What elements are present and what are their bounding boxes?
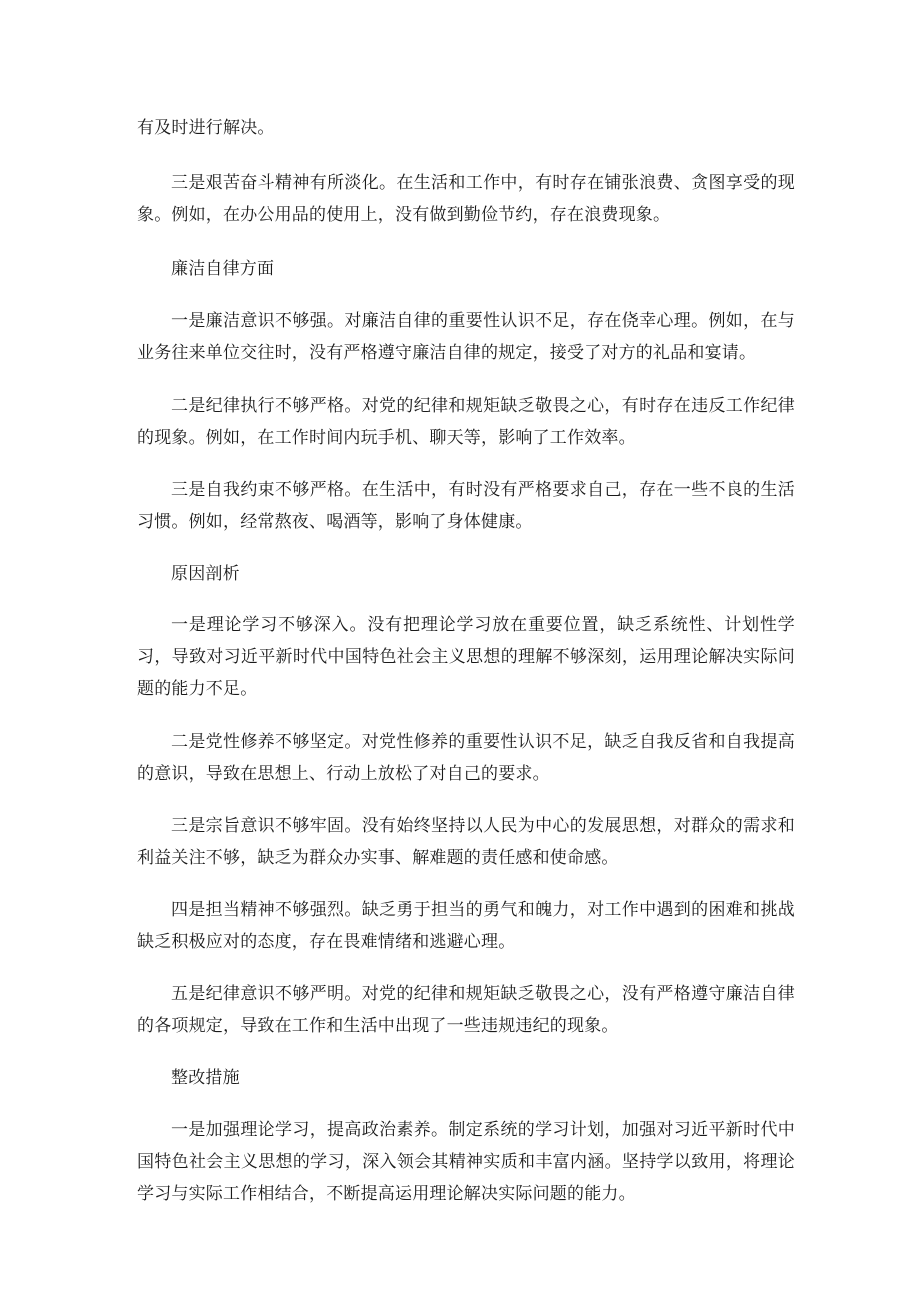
paragraph-discipline-awareness: 五是纪律意识不够严明。对党的纪律和规矩缺乏敬畏之心，没有严格遵守廉洁自律的各项规定，导致在工作和生活中出现了一些违规违纪的现象。: [137, 984, 795, 1036]
section-heading-causes: 原因剖析: [171, 564, 240, 584]
paragraph-self-restraint: 三是自我约束不够严格。在生活中，有时没有严格要求自己，存在一些不良的生活习惯。例如，经常熬夜、喝酒等，影响了身体健康。: [137, 480, 795, 532]
paragraph-integrity-awareness: 一是廉洁意识不够强。对廉洁自律的重要性认识不足，存在侥幸心理。例如，在与业务往来单位交往时，没有严格遵守廉洁自律的规定，接受了对方的礼品和宴请。: [137, 311, 795, 363]
paragraph-party-spirit: 二是党性修养不够坚定。对党性修养的重要性认识不足，缺乏自我反省和自我提高的意识，导致在思想上、行动上放松了对自己的要求。: [137, 732, 795, 784]
paragraph-discipline-execution: 二是纪律执行不够严格。对党的纪律和规矩缺乏敬畏之心，有时存在违反工作纪律的现象。例如，在工作时间内玩手机、聊天等，影响了工作效率。: [137, 396, 795, 448]
section-heading-rectification: 整改措施: [171, 1068, 240, 1088]
paragraph-responsibility: 四是担当精神不够强烈。缺乏勇于担当的勇气和魄力，对工作中遇到的困难和挑战缺乏积极应对的态度，存在畏难情绪和逃避心理。: [137, 900, 795, 952]
paragraph-strengthen-study: 一是加强理论学习，提高政治素养。制定系统的学习计划，加强对习近平新时代中国特色社会主义思想的学习，深入领会其精神实质和丰富内涵。坚持学以致用，将理论学习与实际工作相结合，不断提高运用理论解决实际问题的能力。: [137, 1120, 795, 1204]
paragraph-frugality: 三是艰苦奋斗精神有所淡化。在生活和工作中，有时存在铺张浪费、贪图享受的现象。例如，在办公用品的使用上，没有做到勤俭节约，存在浪费现象。: [137, 173, 795, 225]
paragraph-purpose-awareness: 三是宗旨意识不够牢固。没有始终坚持以人民为中心的发展思想，对群众的需求和利益关注不够，缺乏为群众办实事、解难题的责任感和使命感。: [137, 816, 795, 868]
paragraph-theory-study: 一是理论学习不够深入。没有把理论学习放在重要位置，缺乏系统性、计划性学习，导致对习近平新时代中国特色社会主义思想的理解不够深刻，运用理论解决实际问题的能力不足。: [137, 615, 795, 699]
section-heading-integrity: 廉洁自律方面: [171, 259, 275, 279]
paragraph-continuation: 有及时进行解决。: [137, 118, 275, 138]
